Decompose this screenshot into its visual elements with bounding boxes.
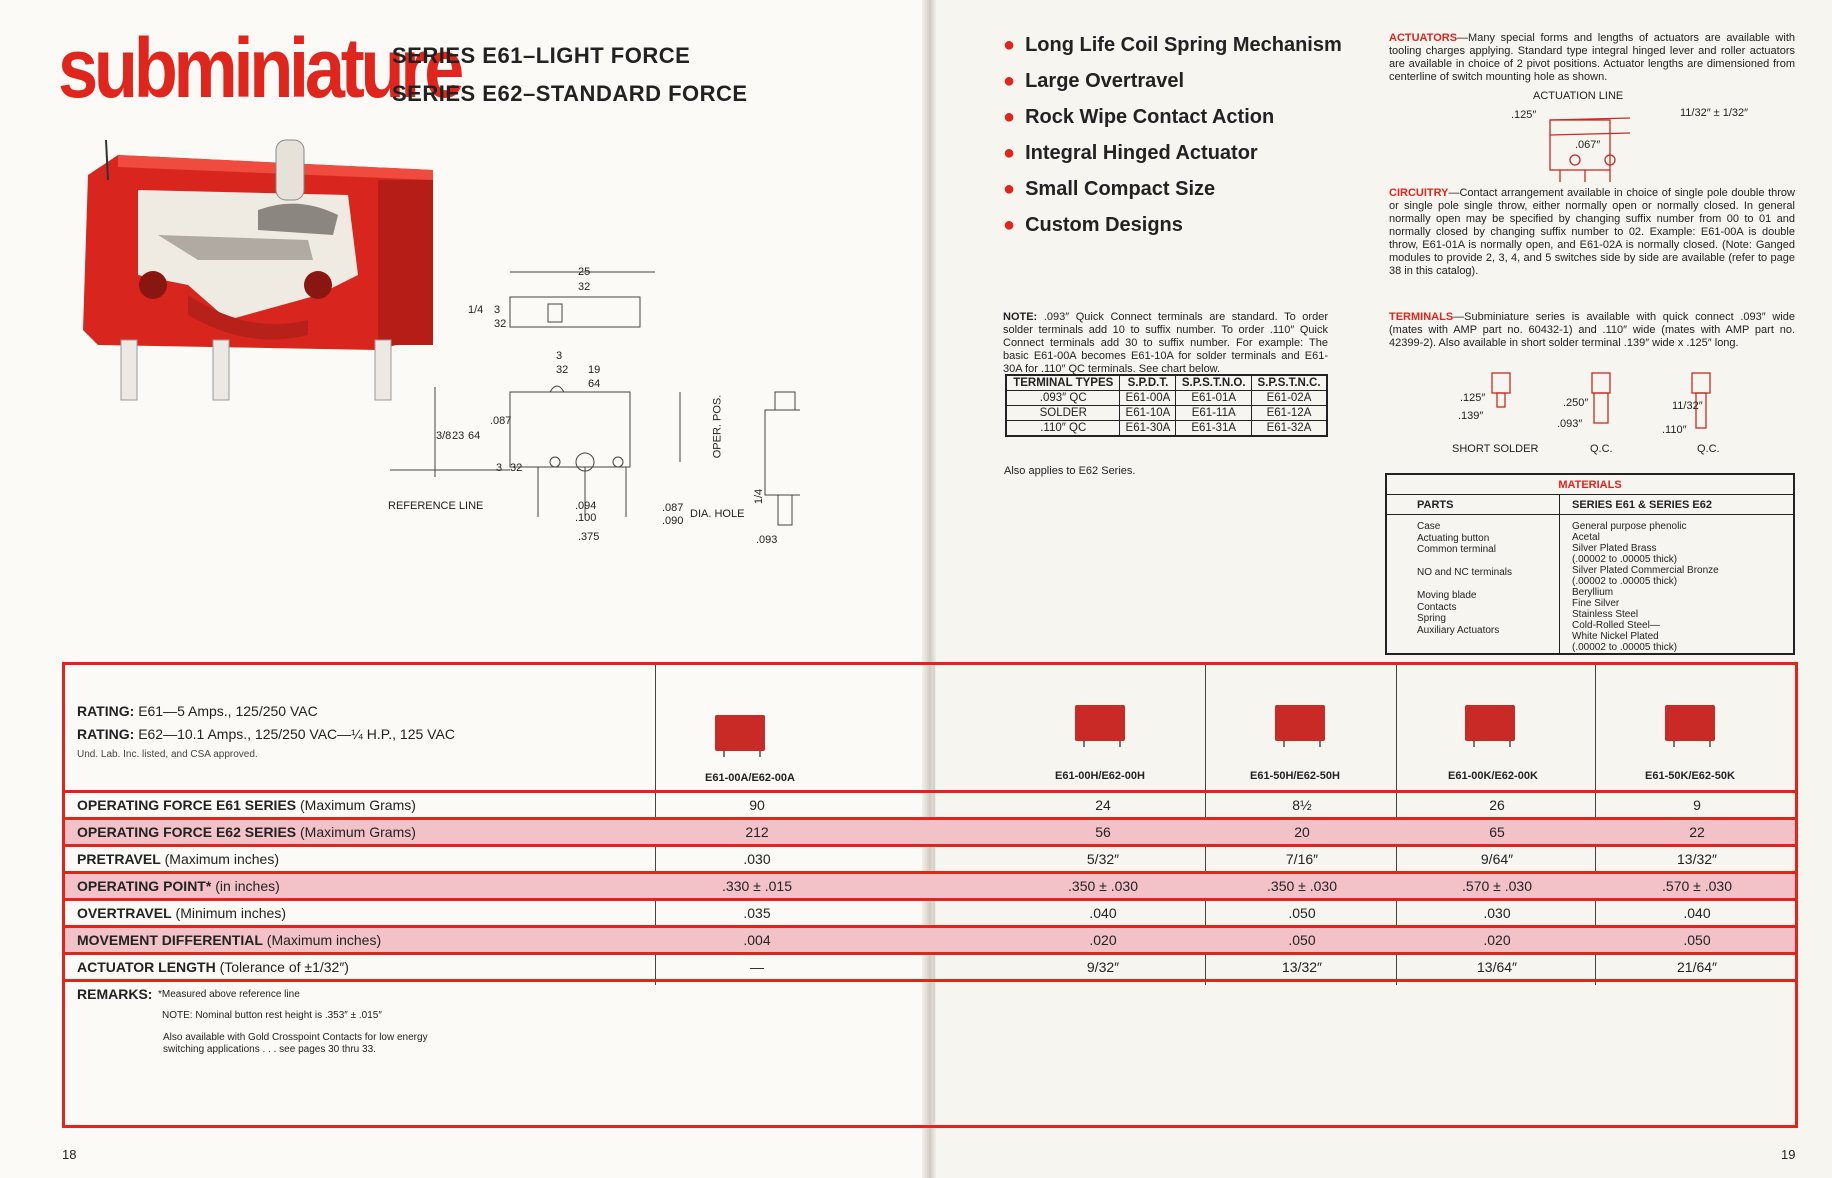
feature-item: ● Integral Hinged Actuator [1003, 142, 1258, 164]
rating-e61: RATING: E61—5 Amps., 125/250 VAC [77, 703, 318, 719]
terminals-section: TERMINALS—Subminiature series is available with quick connect .093″ wide (mates with AMP part no. 60432-1) and .110″ wide (mates with AMP part no. 42399-2). Also available in short solder terminal .139″ wide x .125″ long. [1389, 311, 1795, 349]
terminal-table [1005, 374, 1328, 437]
model-label: E61-50K/E62-50K [1645, 770, 1735, 782]
materials-parts-header: PARTS [1417, 499, 1454, 511]
model-label: E61-00K/E62-00K [1448, 770, 1538, 782]
spec-row [65, 844, 1795, 873]
terminal-header: TERMINAL TYPES [1006, 375, 1120, 391]
spec-value: 7/16″ [1285, 851, 1319, 867]
dim-32c: 32 [556, 364, 569, 376]
spec-value: 13/32″ [1677, 851, 1717, 867]
spec-value: .004 [743, 932, 771, 948]
spec-value: 22 [1689, 824, 1705, 840]
dim-1-4: 1/4 [468, 304, 484, 316]
dim-093: .093 [756, 534, 778, 546]
spec-value: .020 [1483, 932, 1511, 948]
spec-value: 9/64″ [1480, 851, 1514, 867]
model-label: E61-00A/E62-00A [705, 772, 795, 784]
table-cell: E61-01A [1176, 391, 1252, 406]
actuation-line-label: ACTUATION LINE [1533, 90, 1624, 102]
materials-parts: Case Actuating button Common terminal NO and NC terminals Moving blade Contacts Spring Auxiliary Actuators [1417, 521, 1513, 636]
table-cell: E61-32A [1252, 421, 1328, 437]
dim-3b: 3 [556, 350, 563, 362]
terminal-dim-250: .250″ [1563, 397, 1589, 409]
terminal-header: S.P.S.T.N.C. [1252, 375, 1328, 391]
remarks-line: NOTE: Nominal button rest height is .353″ ± .015″ [162, 1010, 382, 1021]
spec-value: .040 [1089, 905, 1117, 921]
terminal-dim-093: .093″ [1557, 418, 1583, 430]
remarks-line: Also available with Gold Crosspoint Contacts for low energy [163, 1032, 428, 1043]
materials-values: General purpose phenolic Acetal Silver Plated Brass (.00002 to .00005 thick) Silver Plated Commercial Bronze (.00002 to .00005 thick) Beryllium Fine Silver Stainless Steel Cold-Rolled Steel— White Nickel Plated (.00002 to .00005 thick) [1572, 521, 1719, 653]
oper-pos-label: OPER. POS. [711, 394, 724, 459]
actuator-dim-125: .125″ [1511, 109, 1537, 121]
spec-value: .570 ± .030 [1462, 878, 1532, 894]
dim-090: .090 [662, 515, 684, 527]
switch-photo [1665, 705, 1715, 741]
remarks-line: switching applications . . . see pages 30 thru 33. [163, 1044, 376, 1055]
reference-line-label: REFERENCE LINE [388, 500, 484, 512]
feature-item: ● Rock Wipe Contact Action [1003, 106, 1275, 128]
spec-table [62, 662, 1798, 1128]
table-cell: .110″ QC [1006, 421, 1120, 437]
page-title: subminiature [58, 21, 460, 115]
qc-caption: Q.C. [1590, 443, 1613, 455]
spec-value: 9 [1693, 797, 1701, 813]
dim-23: 23 [452, 430, 465, 442]
spec-value: 13/32″ [1282, 959, 1322, 975]
spec-value: 8½ [1292, 797, 1312, 813]
table-cell: E61-02A [1252, 391, 1328, 406]
table-cell: E61-10A [1120, 406, 1176, 421]
table-row [1006, 421, 1327, 437]
table-cell: E61-30A [1120, 421, 1176, 437]
spec-value: 13/64″ [1477, 959, 1517, 975]
dim-3c: 3 [496, 462, 503, 474]
circuitry-section: CIRCUITRY—Contact arrangement available in choice of single pole double throw or single pole single throw, either normally open or normally closed. In general normally open may be specified by changing suffix number from 00 to 01 and normally closed by changing suffix number to 02. Example: E61-00A is double throw, E61-01A is normally open, and E61-02A is normally closed. (Note: Ganged modules to provide 2, 3, 4, and 5 switches side by side are available (refer to page 38 in this catalog). [1389, 187, 1795, 277]
spec-row [65, 898, 1795, 927]
dim-3: 3 [494, 304, 501, 316]
remarks-label: REMARKS: [77, 986, 153, 1002]
dim-1-4b: 1/4 [753, 488, 766, 505]
spec-value: 90 [749, 797, 765, 813]
spec-value: 5/32″ [1086, 851, 1120, 867]
table-cell: E61-12A [1252, 406, 1328, 421]
features-list [1003, 34, 1342, 250]
materials-series-header: SERIES E61 & SERIES E62 [1572, 499, 1713, 511]
spec-row [65, 871, 1795, 900]
dim-64: 64 [588, 378, 601, 390]
materials-table [1385, 473, 1795, 655]
spec-row [65, 790, 1795, 819]
page-number-right: 19 [1781, 1147, 1796, 1162]
switch-photo [1275, 705, 1325, 741]
switch-photo [1465, 705, 1515, 741]
table-row [1006, 391, 1327, 406]
feature-item: ● Large Overtravel [1003, 70, 1185, 92]
spec-row [65, 817, 1795, 846]
terminal-header: S.P.S.T.N.O. [1176, 375, 1252, 391]
spec-value: .570 ± .030 [1662, 878, 1732, 894]
dim-3-8: 3/8 [436, 430, 452, 442]
spec-value: .020 [1089, 932, 1117, 948]
table-cell: E61-00A [1120, 391, 1176, 406]
table-cell: SOLDER [1006, 406, 1120, 421]
dim-32d: 32 [510, 462, 523, 474]
dim-100: .100 [575, 512, 597, 524]
spec-value: 20 [1294, 824, 1310, 840]
dia-hole-label: DIA. HOLE [690, 508, 745, 520]
terminal-dim-11-32: 11/32″ [1672, 400, 1703, 412]
actuators-section: ACTUATORS—Many special forms and lengths of actuators are available with tooling charges applying. Standard type integral hinged lever and roller actuators are available in choice of 2 pivot positions. Actuator lengths are dimensioned from centerline of switch mounting hole as shown. [1389, 32, 1795, 83]
spec-label: MOVEMENT DIFFERENTIAL (Maximum inches) [77, 932, 382, 948]
spec-value: 212 [745, 824, 769, 840]
model-label: E61-50H/E62-50H [1250, 770, 1340, 782]
spec-value: .040 [1683, 905, 1711, 921]
dim-32: 32 [578, 281, 591, 293]
short-solder-caption: SHORT SOLDER [1452, 443, 1539, 455]
model-label: E61-00H/E62-00H [1055, 770, 1145, 782]
terminal-dim-125: .125″ [1460, 392, 1486, 404]
spec-value: .050 [1683, 932, 1711, 948]
spec-value: 24 [1095, 797, 1111, 813]
feature-item: ● Small Compact Size [1003, 178, 1216, 200]
dim-64b: 64 [468, 430, 481, 442]
spec-value: — [750, 959, 764, 975]
series-e61: SERIES E61–LIGHT FORCE [392, 43, 691, 68]
actuator-dim-067: .067″ [1575, 139, 1601, 151]
actuator-dim-11-32: 11/32″ ± 1/32″ [1680, 107, 1749, 119]
rating-e62: RATING: E62—10.1 Amps., 125/250 VAC—¼ H.P., 125 VAC [77, 726, 455, 742]
spec-label: OVERTRAVEL (Minimum inches) [77, 905, 286, 921]
remarks-row [65, 979, 1795, 1122]
spec-value: .030 [1483, 905, 1511, 921]
spec-label: OPERATING POINT* (in inches) [77, 878, 280, 894]
rating-approval: Und. Lab. Inc. listed, and CSA approved. [77, 749, 258, 760]
spec-label: OPERATING FORCE E61 SERIES (Maximum Grams) [77, 797, 416, 813]
page-number-left: 18 [62, 1147, 77, 1162]
dim-19: 19 [588, 364, 601, 376]
dim-25: 25 [578, 266, 591, 278]
switch-photo [1075, 705, 1125, 741]
spec-label: OPERATING FORCE E62 SERIES (Maximum Grams) [77, 824, 416, 840]
spec-value: 56 [1095, 824, 1111, 840]
spec-value: 65 [1489, 824, 1505, 840]
terminal-header: S.P.D.T. [1120, 375, 1176, 391]
spec-value: .350 ± .030 [1068, 878, 1138, 894]
dim-32b: 32 [494, 318, 507, 330]
spec-value: 21/64″ [1677, 959, 1717, 975]
table-cell: .093″ QC [1006, 391, 1120, 406]
switch-photo [715, 715, 765, 751]
terminal-footnote: Also applies to E62 Series. [1004, 465, 1136, 477]
dim-375: .375 [578, 531, 600, 543]
spec-value: 26 [1489, 797, 1505, 813]
series-e62: SERIES E62–STANDARD FORCE [392, 81, 748, 106]
spec-value: .035 [743, 905, 771, 921]
spec-value: .350 ± .030 [1267, 878, 1337, 894]
spec-value: .050 [1288, 932, 1316, 948]
terminal-note: NOTE: .093″ Quick Connect terminals are standard. To order solder terminals add 10 to suffix number. To order .110″ Quick Connect terminals add 30 to suffix number. For example: The basic E61-00A becomes E61-10A for solder terminals and E61-30A for .110″ QC terminals. See chart below. [1003, 311, 1328, 375]
remarks-line: *Measured above reference line [158, 989, 300, 1000]
spec-row [65, 952, 1795, 981]
spec-value: .030 [743, 851, 771, 867]
materials-title: MATERIALS [1558, 479, 1622, 491]
terminal-dim-139: .139″ [1458, 410, 1484, 422]
dim-087: .087 [490, 415, 512, 427]
table-cell: E61-11A [1176, 406, 1252, 421]
dim-094: .094 [575, 500, 597, 512]
dim-087b: .087 [662, 502, 684, 514]
spec-value: .050 [1288, 905, 1316, 921]
spec-value: 9/32″ [1086, 959, 1120, 975]
spec-label: PRETRAVEL (Maximum inches) [77, 851, 279, 867]
feature-item: ● Long Life Coil Spring Mechanism [1003, 34, 1342, 56]
table-row [1006, 406, 1327, 421]
spec-row [65, 925, 1795, 954]
terminal-dim-110: .110″ [1662, 424, 1687, 436]
qc-caption: Q.C. [1697, 443, 1720, 455]
table-cell: E61-31A [1176, 421, 1252, 437]
spec-value: .330 ± .015 [722, 878, 792, 894]
feature-item: ● Custom Designs [1003, 214, 1183, 236]
spec-label: ACTUATOR LENGTH (Tolerance of ±1/32″) [77, 959, 349, 975]
